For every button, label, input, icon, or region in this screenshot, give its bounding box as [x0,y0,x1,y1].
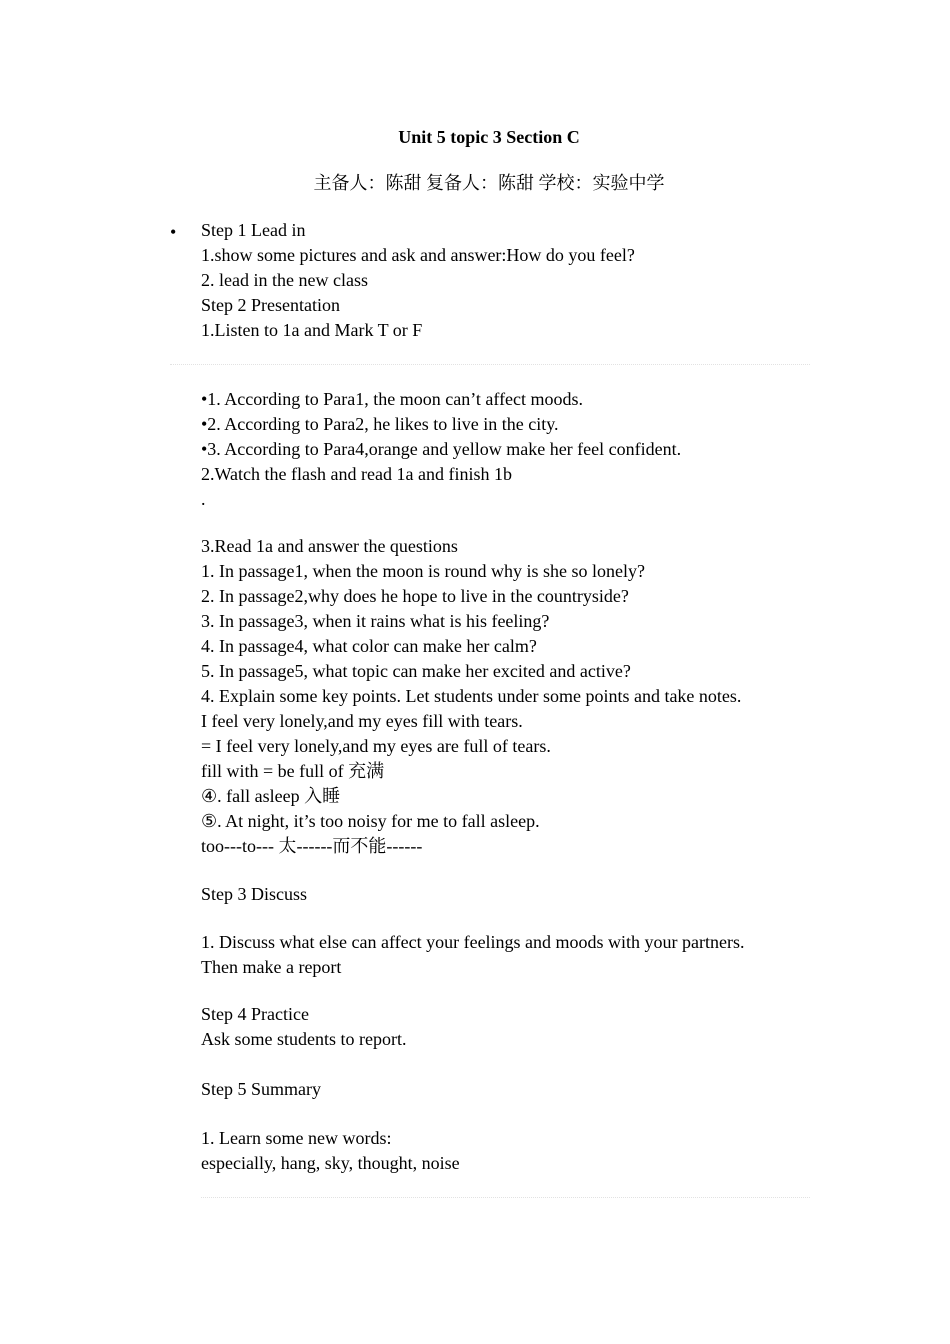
list-item: •3. According to Para4,orange and yellow make her feel confident. [201,439,682,459]
step5-content [201,1126,821,1176]
page-title: Unit 5 topic 3 Section C [398,127,580,147]
list-item: 1.Listen to 1a and Mark T or F [201,320,423,340]
lesson-steps-intro [201,218,821,343]
true-false-statements [201,387,821,512]
list-item: ④. fall asleep 入睡 [201,786,341,806]
list-item: fill with = be full of 充满 [201,761,385,781]
list-item: . [201,489,206,509]
list-item: 3.Read 1a and answer the questions [201,536,458,556]
step3-content [201,930,821,980]
list-item: ⑤. At night, it’s too noisy for me to fall asleep. [201,811,540,831]
step3-section [201,882,821,907]
list-item: too---to--- 太------而不能------ [201,836,423,856]
list-item: 4. In passage4, what color can make her calm? [201,636,537,656]
list-item: = I feel very lonely,and my eyes are full of tears. [201,736,551,756]
list-item: 1. Learn some new words: [201,1128,392,1148]
step4-heading: Step 4 Practice [201,1004,309,1024]
list-bullet: • [170,222,177,242]
list-item: 2. lead in the new class [201,270,368,290]
list-item: 2.Watch the flash and read 1a and finish 1b [201,464,512,484]
list-item: 2. In passage2,why does he hope to live in the countryside? [201,586,629,606]
reading-questions [201,534,821,859]
list-item: I feel very lonely,and my eyes fill with tears. [201,711,523,731]
divider [170,364,810,365]
authors-line: 主备人：陈甜 复备人：陈甜 学校：实验中学 [313,173,665,193]
list-item: Ask some students to report. [201,1029,407,1049]
list-item: 1.show some pictures and ask and answer:How do you feel? [201,245,635,265]
list-item: 1. In passage1, when the moon is round why is she so lonely? [201,561,645,581]
list-item: Then make a report [201,957,342,977]
step4-section [201,1002,821,1052]
step2-heading: Step 2 Presentation [201,295,340,315]
list-item: 1. Discuss what else can affect your feelings and moods with your partners. [201,932,745,952]
list-item: 5. In passage5, what topic can make her excited and active? [201,661,631,681]
step5-section [201,1077,821,1102]
step5-heading: Step 5 Summary [201,1079,321,1099]
list-item: 4. Explain some key points. Let students under some points and take notes. [201,686,742,706]
list-item: •1. According to Para1, the moon can’t affect moods. [201,389,584,409]
list-item: •2. According to Para2, he likes to live in the city. [201,414,559,434]
divider [201,1197,810,1198]
list-item: 3. In passage3, when it rains what is his feeling? [201,611,550,631]
step1-heading: Step 1 Lead in [201,220,306,240]
step3-heading: Step 3 Discuss [201,884,308,904]
list-item: especially, hang, sky, thought, noise [201,1153,460,1173]
